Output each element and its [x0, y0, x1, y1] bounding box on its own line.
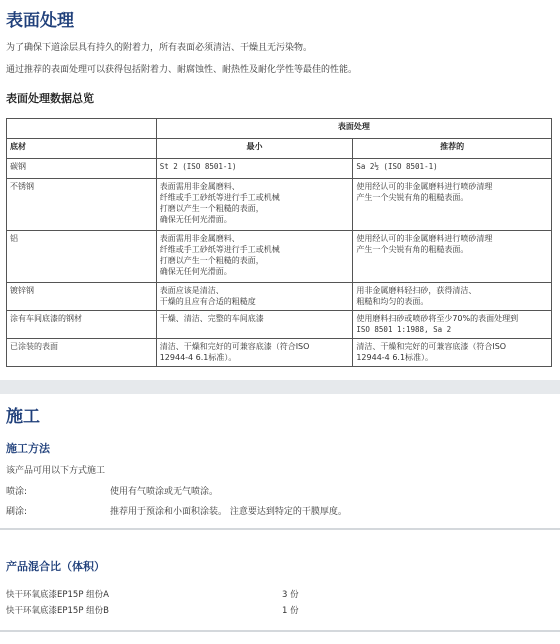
header-substrate: 底材	[7, 139, 157, 159]
header-blank-cell	[7, 119, 157, 139]
recommended-cell: 清洁、干燥和完好的可兼容底漆（符合ISO 12944-4 6.1标准）。	[353, 339, 552, 367]
section-title-surface: 表面处理	[6, 11, 74, 31]
substrate-cell: 涂有车间底漆的钢材	[7, 311, 157, 339]
substrate-cell: 镀锌钢	[7, 283, 157, 311]
minimum-cell: 表面需用非金属磨料、 纤维或手工砂纸等进行手工或机械 打磨以产生一个粗糙的表面， 确保无任何光滑面。	[156, 179, 353, 231]
recommended-cell: 使用磨料扫砂或喷砂将至少70%的表面处理到 ISO 8501 1:1988, Sa 2	[353, 311, 552, 339]
method-label-brush: 刷涂:	[6, 507, 28, 517]
surface-intro-paragraph-2: 通过推荐的表面处理可以获得包括附着力、耐腐蚀性、耐热性及耐化学性等最佳的性能。	[6, 65, 358, 75]
surface-table-title: 表面处理数据总览	[6, 92, 94, 105]
substrate-cell: 已涂装的表面	[7, 339, 157, 367]
table-row	[7, 311, 552, 339]
table-row	[7, 283, 552, 311]
section-title-application: 施工	[6, 407, 40, 427]
surface-intro-paragraph-1: 为了确保下道涂层具有持久的附着力，所有表面必须清洁、干燥且无污染物。	[6, 43, 313, 53]
recommended-cell: 使用经认可的非金属磨料进行喷砂清理 产生一个尖锐有角的粗糙表面。	[353, 231, 552, 283]
recommended-cell: 用非金属磨料轻扫砂，获得清洁、 粗糙和均匀的表面。	[353, 283, 552, 311]
application-intro: 该产品可用以下方式施工	[6, 466, 106, 476]
section-divider	[0, 528, 560, 530]
section-divider	[0, 380, 560, 394]
table-row	[7, 339, 552, 367]
substrate-cell: 不锈钢	[7, 179, 157, 231]
method-text-spray: 使用有气喷涂或无气喷涂。	[110, 487, 219, 497]
method-text-brush: 推荐用于预涂和小面积涂装。 注意要达到特定的干膜厚度。	[110, 507, 347, 517]
recommended-cell: 使用经认可的非金属磨料进行喷砂清理 产生一个尖锐有角的粗糙表面。	[353, 179, 552, 231]
minimum-cell: 清洁、干燥和完好的可兼容底漆（符合ISO 12944-4 6.1标准）。	[156, 339, 353, 367]
section-divider	[0, 630, 560, 632]
header-minimum: 最小	[156, 139, 353, 159]
substrate-cell: 铝	[7, 231, 157, 283]
minimum-cell: 表面需用非金属磨料、 纤维或手工砂纸等进行手工或机械 打磨以产生一个粗糙的表面， 确保无任何光滑面。	[156, 231, 353, 283]
header-group-surface-treatment: 表面处理	[156, 119, 551, 139]
table-row	[7, 159, 552, 179]
mixing-component-a: 快干环氧底漆EP15P 组份A	[6, 590, 109, 600]
table-row	[7, 179, 552, 231]
mixing-parts-b: 1 份	[282, 606, 299, 616]
minimum-cell: 干燥、清洁、完整的车间底漆	[156, 311, 353, 339]
surface-treatment-table	[6, 118, 552, 367]
recommended-cell: Sa 2½ (ISO 8501-1)	[353, 159, 552, 179]
minimum-cell: 表面应该是清洁、 干燥的且应有合适的粗糙度	[156, 283, 353, 311]
header-recommended: 推荐的	[353, 139, 552, 159]
application-method-title: 施工方法	[6, 442, 50, 455]
substrate-cell: 碳钢	[7, 159, 157, 179]
method-label-spray: 喷涂:	[6, 487, 28, 497]
table-row	[7, 231, 552, 283]
minimum-cell: St 2 (ISO 8501-1)	[156, 159, 353, 179]
mixing-parts-a: 3 份	[282, 590, 299, 600]
mixing-title: 产品混合比（体积）	[6, 560, 105, 573]
mixing-component-b: 快干环氧底漆EP15P 组份B	[6, 606, 109, 616]
